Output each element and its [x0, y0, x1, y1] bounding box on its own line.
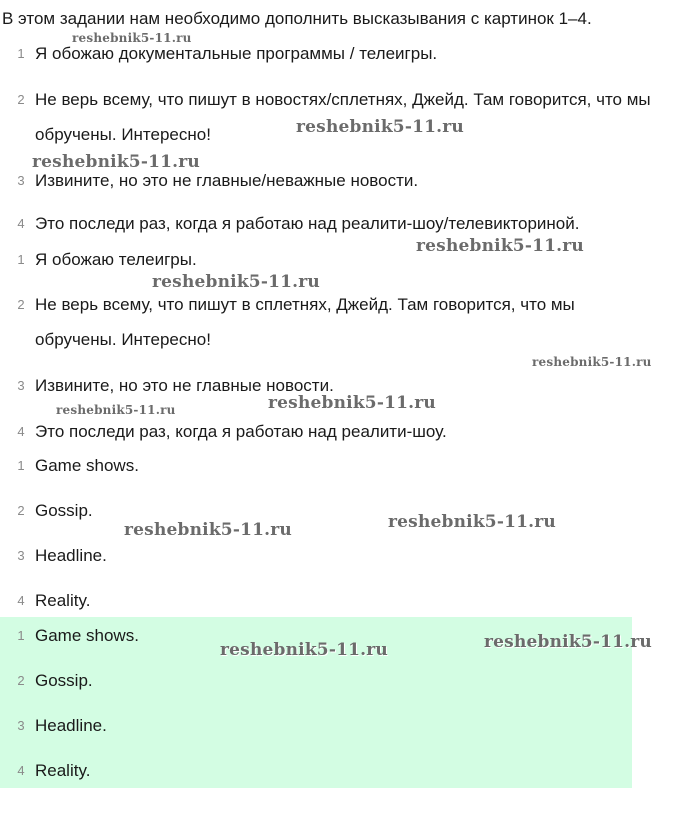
item-text: Game shows. [35, 626, 139, 645]
watermark: reshebnik5-11.ru [124, 520, 292, 540]
watermark: reshebnik5-11.ru [56, 403, 176, 417]
item-text: Извините, но это не главные новости. [35, 376, 334, 395]
item-number: 1 [17, 628, 25, 643]
watermark: reshebnik5-11.ru [532, 355, 652, 369]
item-text: Не верь всему, что пишут в сплетнях, Джейд. Там говорится, что мы обручены. Интересно! [35, 295, 575, 349]
watermark: reshebnik5-11.ru [416, 236, 584, 256]
item-number: 2 [17, 92, 25, 107]
item-text: Gossip. [35, 671, 93, 690]
item-number: 2 [17, 297, 25, 312]
item-text: Я обожаю телеигры. [35, 250, 197, 269]
item-text: Headline. [35, 716, 107, 735]
item-text: Извините, но это не главные/неважные новости. [35, 171, 419, 190]
item-number: 4 [17, 593, 25, 608]
watermark: reshebnik5-11.ru [152, 272, 320, 292]
intro-text: В этом задании нам необходимо дополнить высказывания с картинок 1–4. [2, 9, 592, 28]
item-number: 4 [17, 763, 25, 778]
item-number: 1 [17, 458, 25, 473]
item-text: Это последи раз, когда я работаю над реалити-шоу/телевикториной. [35, 214, 580, 233]
item-number: 3 [17, 548, 25, 563]
item-number: 2 [17, 673, 25, 688]
item-number: 3 [17, 173, 25, 188]
item-number: 2 [17, 503, 25, 518]
watermark: reshebnik5-11.ru [484, 632, 652, 652]
item-number: 1 [17, 252, 25, 267]
watermark: reshebnik5-11.ru [72, 31, 192, 45]
item-number: 4 [17, 216, 25, 231]
item-text: Reality. [35, 761, 91, 780]
item-number: 4 [17, 424, 25, 439]
item-text: Headline. [35, 546, 107, 565]
item-text: Reality. [35, 591, 91, 610]
item-number: 1 [17, 46, 25, 61]
item-text: Не верь всему, что пишут в новостях/сплетнях, Джейд. Там говорится, что мы обручены. Интересно! [35, 90, 651, 144]
item-text: Gossip. [35, 501, 93, 520]
watermark: reshebnik5-11.ru [32, 152, 200, 172]
item-number: 3 [17, 718, 25, 733]
item-text: Это последи раз, когда я работаю над реалити-шоу. [35, 422, 447, 441]
item-text: Game shows. [35, 456, 139, 475]
item-number: 3 [17, 378, 25, 393]
watermark: reshebnik5-11.ru [296, 117, 464, 137]
watermark: reshebnik5-11.ru [220, 640, 388, 660]
watermark: reshebnik5-11.ru [388, 512, 556, 532]
item-text: Я обожаю документальные программы / телеигры. [35, 44, 438, 63]
watermark: reshebnik5-11.ru [268, 393, 436, 413]
